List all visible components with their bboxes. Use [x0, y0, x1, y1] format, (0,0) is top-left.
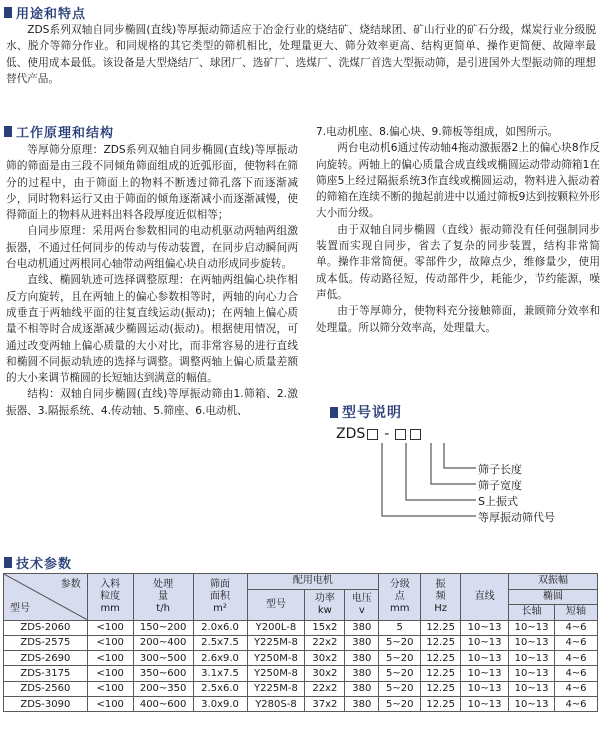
specs-table	[3, 573, 598, 712]
principle-title-text: 工作原理和结构	[16, 126, 115, 141]
header-text-line: mm	[100, 602, 120, 614]
header-text-line: 点	[394, 590, 405, 602]
table-cell: 12.25	[421, 651, 461, 666]
usage-body	[6, 22, 596, 87]
table-row	[4, 681, 598, 696]
principle-paragraph: 由于等厚筛分，使物料充分接触筛面，兼顾筛分效率和处理量。所以筛分效率高，处理量大。	[316, 305, 600, 334]
table-cell: <100	[87, 681, 133, 696]
principle-paragraph: 直线、椭圆轨迹可选择调整原理：在两轴两组偏心块作相反方向旋转，且在两轴上的偏心参数相等时，两轴的向心力合成垂直于两轴线平面的往复直线运动(振动)；在两轴上偏心质量不相等时合成逐渐减少椭圆运动(振动)。根据使用情况，可通过改变两轴上偏心质量的大小对比，而非常容易的进行直线和椭圆不同振动轨迹的选择与调整。调整两轴上偏心质量差额的大小来调节椭圆的长短轴达到满意的幅值。	[6, 274, 298, 385]
header-text-line: kw	[317, 604, 332, 616]
param-label: 参数	[60, 579, 81, 590]
model-code-diagram	[336, 418, 596, 536]
table-cell: 10~13	[461, 681, 509, 696]
motor-voltage-header	[345, 589, 379, 620]
usage-title-text: 用途和特点	[16, 7, 87, 22]
table-cell: 10~13	[461, 651, 509, 666]
table-cell: 12.25	[421, 666, 461, 681]
table-cell: <100	[87, 666, 133, 681]
table-cell: <100	[87, 635, 133, 650]
table-cell: 10~13	[461, 620, 509, 635]
principle-section-title	[4, 122, 114, 141]
table-row	[4, 620, 598, 635]
table-cell: 10~13	[509, 666, 555, 681]
section-marker-icon	[4, 557, 12, 568]
header-text-line: t/h	[156, 602, 170, 614]
table-cell: 5~20	[379, 666, 421, 681]
table-cell: 10~13	[461, 635, 509, 650]
table-cell: 380	[345, 696, 379, 711]
model-leader-lines	[336, 418, 596, 536]
table-cell: 30x2	[305, 651, 345, 666]
table-cell: 380	[345, 620, 379, 635]
area-header	[193, 574, 247, 621]
table-cell: Y225M-8	[247, 681, 305, 696]
table-cell: 380	[345, 635, 379, 650]
header-text-line: 频	[435, 590, 446, 602]
long-axis-header: 长轴	[509, 605, 555, 621]
table-cell: 380	[345, 651, 379, 666]
param-model-header	[4, 574, 88, 621]
header-text-line: 功率	[314, 592, 335, 604]
table-cell: 10~13	[509, 651, 555, 666]
table-cell: ZDS-3090	[4, 696, 88, 711]
legend-width: 筛子宽度	[478, 479, 522, 492]
header-text-line: Hz	[434, 602, 448, 614]
table-cell: Y200L-8	[247, 620, 305, 635]
section-marker-icon	[330, 407, 338, 418]
header-text-line: 面积	[210, 590, 231, 602]
header-text-line: m²	[213, 602, 227, 614]
header-text-line: 量	[158, 590, 169, 602]
section-marker-icon	[4, 126, 12, 137]
principle-left-column	[6, 142, 298, 419]
table-cell: 2.5x7.5	[193, 635, 247, 650]
table-cell: ZDS-2060	[4, 620, 88, 635]
table-cell: 4~6	[555, 666, 598, 681]
principle-paragraph: 两台电动机6通过传动轴4拖动激振器2上的偏心块8作反向旋转。两轴上的偏心质量合成直线或椭圆运动带动筛箱1在筛座5上经过隔振系统3作直线或椭圆运动，物料进入振动着的筛箱在连续不断的抛起前进中以通过筛板9达到按颗粒外形大小而分级。	[316, 142, 600, 220]
table-cell: 22x2	[305, 681, 345, 696]
table-cell: 15x2	[305, 620, 345, 635]
table-cell: <100	[87, 696, 133, 711]
table-cell: ZDS-2560	[4, 681, 88, 696]
header-text-line: mm	[389, 602, 410, 614]
table-cell: Y250M-8	[247, 651, 305, 666]
table-row	[4, 651, 598, 666]
header-text-line: v	[358, 604, 365, 616]
capacity-header	[133, 574, 193, 621]
model-dash: -	[384, 426, 390, 442]
section-marker-icon	[4, 7, 12, 18]
header-text-line: 筛面	[210, 578, 231, 590]
table-row	[4, 696, 598, 711]
table-cell: 380	[345, 666, 379, 681]
table-cell: 10~13	[509, 696, 555, 711]
table-cell: 4~6	[555, 651, 598, 666]
motor-power-header	[305, 589, 345, 620]
table-cell: 200~350	[133, 681, 193, 696]
table-cell: 2.5x6.0	[193, 681, 247, 696]
table-cell: 37x2	[305, 696, 345, 711]
table-cell: 3.0x9.0	[193, 696, 247, 711]
feed-header	[87, 574, 133, 621]
table-cell: 12.25	[421, 620, 461, 635]
principle-right-column	[316, 124, 600, 336]
principle-paragraph: 自同步原理：采用两台参数相同的电动机驱动两轴两组激振器，不通过任何同步的传动与传动装置，在同步启动瞬间两台电动机通过两根同心轴带动两组偏心块自动形成同步旋转。	[6, 225, 298, 271]
table-cell: 200~400	[133, 635, 193, 650]
table-cell: 30x2	[305, 666, 345, 681]
model-label: 型号	[10, 602, 30, 614]
table-cell: ZDS-2575	[4, 635, 88, 650]
table-cell: 4~6	[555, 620, 598, 635]
table-cell: 350~600	[133, 666, 193, 681]
table-cell: 10~13	[461, 696, 509, 711]
principle-paragraph: 等厚筛分原理：ZDS系列双轴自同步椭圆(直线)等厚振动筛的筛面是由三段不同倾角筛面组成的近弧形面，使物料在筛分的过程中，由于筛面上的物料不断透过筛孔落下而逐渐减少，同时物料运行又由于筛面的倾角逐渐减小而逐渐减慢，使得筛面上的物料从进料出料各段厚度近似相等；	[6, 144, 298, 222]
header-text-line: 入料	[100, 578, 121, 590]
header-text-line: 振	[435, 578, 446, 590]
principle-paragraph: 7.电动机座、8.偏心块、9.筛板等组成，如图所示。	[316, 126, 559, 138]
table-cell: 5~20	[379, 696, 421, 711]
frequency-header	[421, 574, 461, 621]
grading-header	[379, 574, 421, 621]
table-cell: 3.1x7.5	[193, 666, 247, 681]
table-cell: 12.25	[421, 635, 461, 650]
table-cell: Y280S-8	[247, 696, 305, 711]
table-row	[4, 635, 598, 650]
table-cell: 2.6x9.0	[193, 651, 247, 666]
table-cell: 10~13	[509, 620, 555, 635]
principle-paragraph: 由于双轴自同步椭圆（直线）振动筛没有任何强制同步装置而实现自同步，省去了复杂的同步装置，结构非常简单。操作非常简便。零部件少，故障点少，维修量少，使用成本低。传动路径短，传动部件少，耗能少，节约能源，噪声低。	[316, 223, 600, 301]
table-cell: 380	[345, 681, 379, 696]
amplitude-header: 双振幅	[509, 574, 598, 590]
table-cell: 300~500	[133, 651, 193, 666]
table-cell: 5~20	[379, 651, 421, 666]
table-row	[4, 666, 598, 681]
table-cell: <100	[87, 651, 133, 666]
table-cell: 150~200	[133, 620, 193, 635]
table-cell: 22x2	[305, 635, 345, 650]
table-cell: 4~6	[555, 696, 598, 711]
header-text-line: 粒度	[100, 590, 121, 602]
legend-series-code: 等厚振动筛代号	[478, 511, 555, 524]
table-cell: Y250M-8	[247, 666, 305, 681]
motor-header: 配用电机	[247, 574, 379, 590]
table-cell: Y225M-8	[247, 635, 305, 650]
table-cell: 5~20	[379, 681, 421, 696]
model-prefix: ZDS	[336, 426, 366, 442]
ellipse-header: 椭圆	[509, 589, 598, 605]
table-cell: 10~13	[509, 635, 555, 650]
table-cell: ZDS-2690	[4, 651, 88, 666]
legend-length: 筛子长度	[478, 463, 522, 476]
table-cell: 12.25	[421, 681, 461, 696]
usage-section-title	[4, 3, 86, 22]
table-cell: <100	[87, 620, 133, 635]
table-cell: 4~6	[555, 635, 598, 650]
line-header: 直线	[461, 574, 509, 621]
legend-upper-vibration: S上振式	[478, 495, 518, 508]
table-cell: 10~13	[461, 666, 509, 681]
usage-paragraph: ZDS系列双轴自同步椭圆(直线)等厚振动筛适应于冶金行业的烧结矿、烧结球团、矿山行业的矿石分级，煤炭行业分级脱水、脱介等筛分作业。和同规格的其它类型的筛机相比，处理量更大、筛分效率更高、结构更简单、操作更简便、故障率最低、使用成本最低。该设备是大型烧结厂、球团厂、选矿厂、选煤厂、洗煤厂首选大型振动筛，是引进国外大型振动筛的理想替代产品。	[6, 24, 596, 85]
table-cell: ZDS-3175	[4, 666, 88, 681]
table-cell: 10~13	[509, 681, 555, 696]
table-cell: 2.0x6.0	[193, 620, 247, 635]
header-text-line: 电压	[351, 592, 372, 604]
model-title-text: 型号说明	[342, 405, 402, 421]
table-cell: 400~600	[133, 696, 193, 711]
header-text-line: 处理	[153, 578, 174, 590]
table-cell: 5	[379, 620, 421, 635]
specs-section-title	[4, 553, 72, 572]
motor-model-header: 型号	[247, 589, 305, 620]
table-cell: 4~6	[555, 681, 598, 696]
table-cell: 5~20	[379, 635, 421, 650]
header-text-line: 分级	[389, 578, 410, 590]
short-axis-header: 短轴	[555, 605, 598, 621]
table-cell: 12.25	[421, 696, 461, 711]
principle-paragraph: 结构：双轴自同步椭圆(直线)等厚振动筛由1.筛箱、2.激振器、3.隔振系统、4.传动轴、5.筛座、6.电动机、	[6, 388, 298, 417]
specs-title-text: 技术参数	[16, 557, 73, 572]
